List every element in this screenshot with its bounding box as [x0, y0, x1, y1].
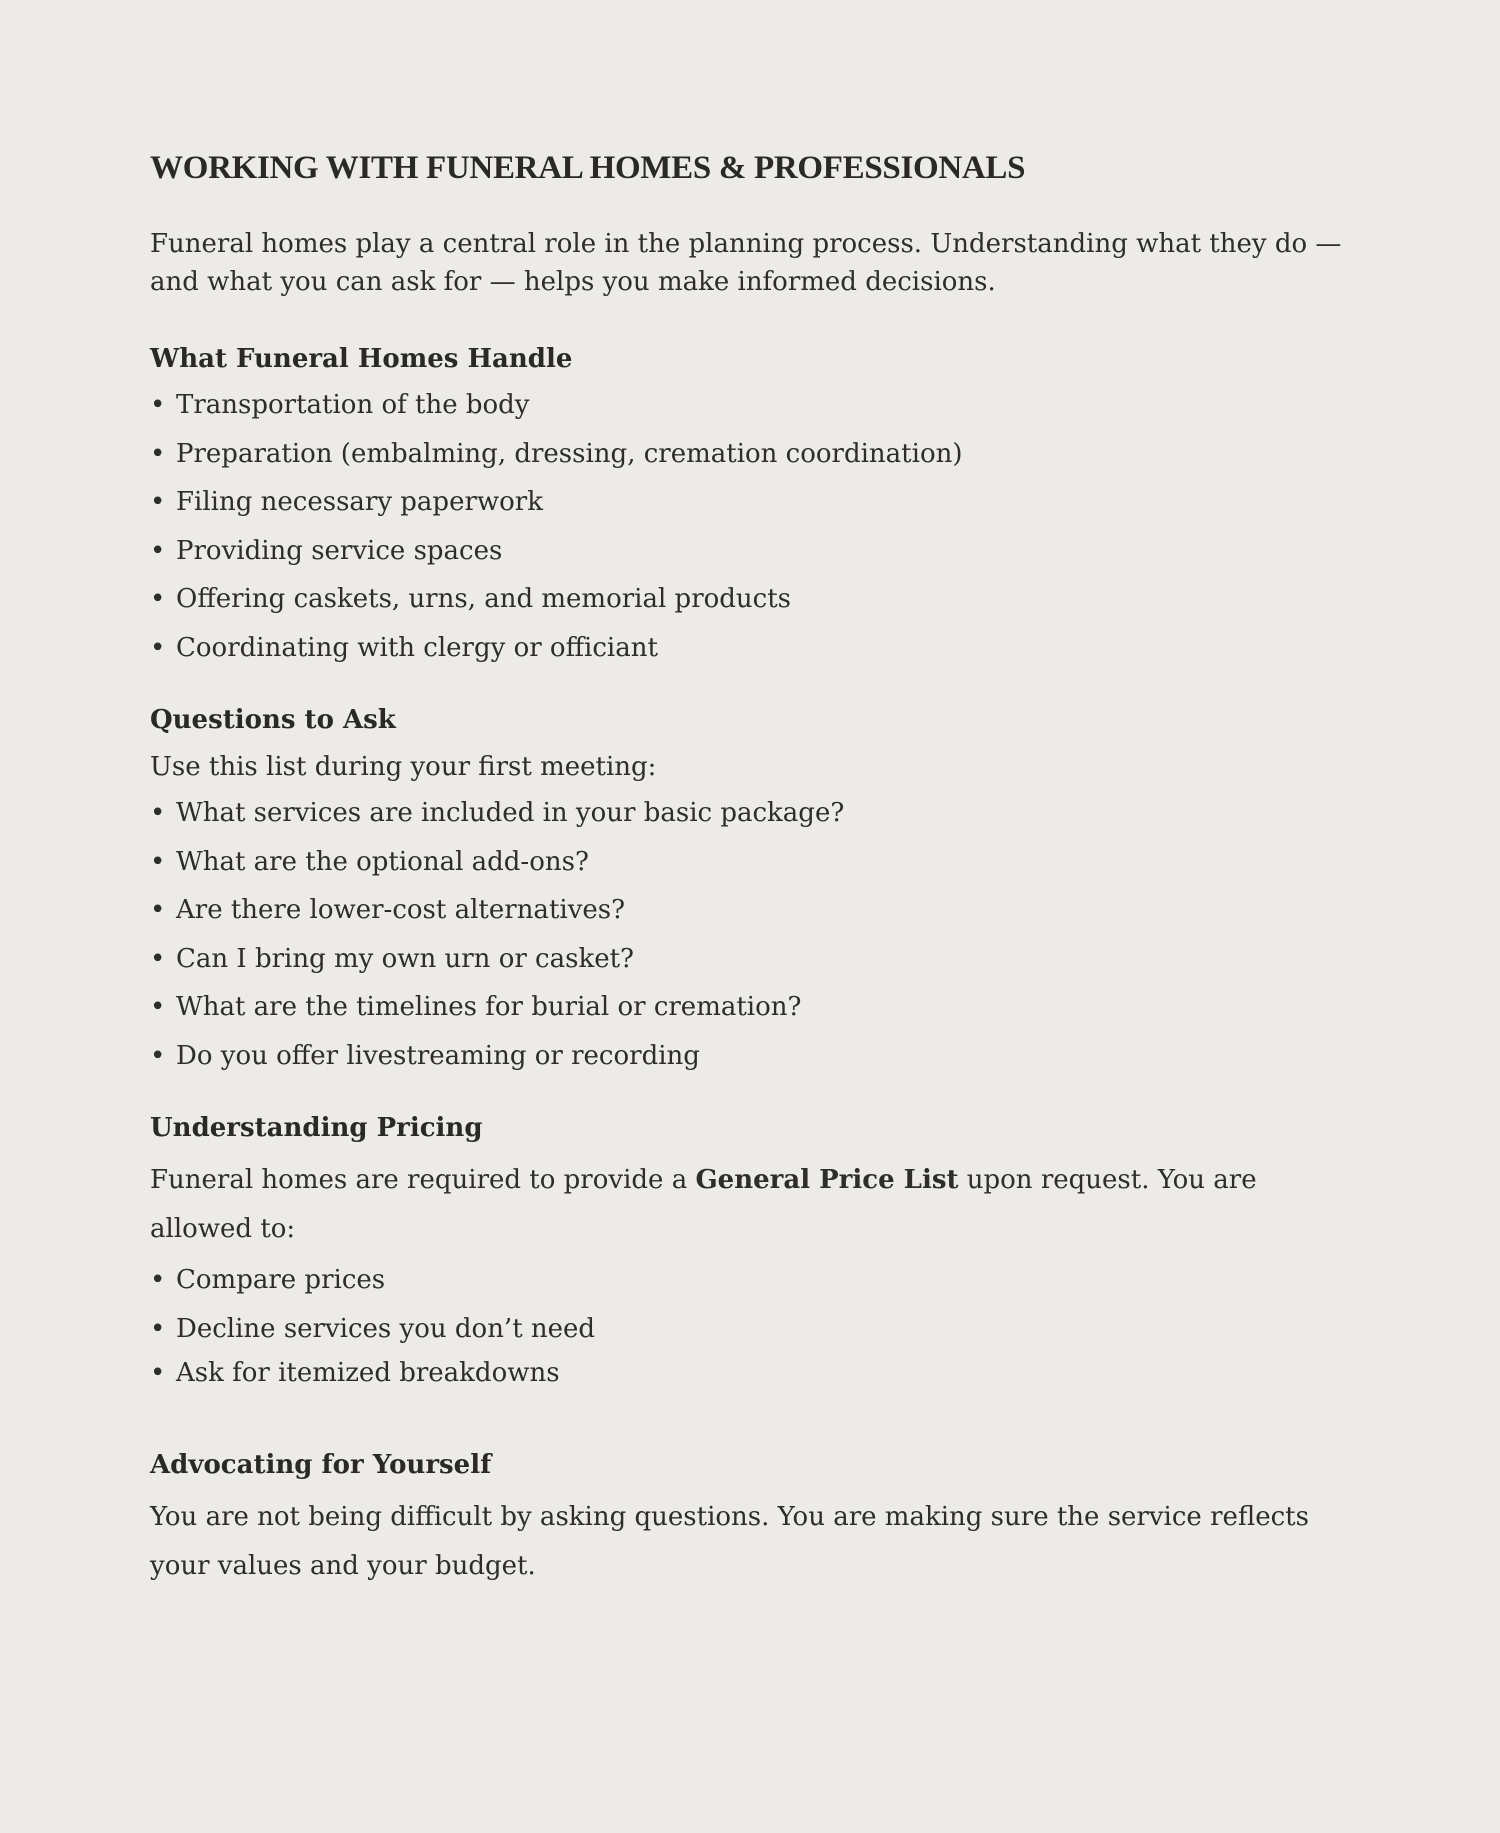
bullet-icon: • — [150, 1313, 166, 1344]
section-heading: Understanding Pricing — [150, 1112, 483, 1143]
list-item-text: Decline services you don’t need — [176, 1313, 596, 1344]
list-item — [150, 1355, 1350, 1391]
list-item — [150, 989, 1350, 1025]
list-item — [150, 436, 1350, 472]
section-heading: What Funeral Homes Handle — [150, 344, 573, 374]
section-body: You are not being difficult by asking questions. You are making sure the service reflects your values and your budget. — [150, 1501, 1309, 1581]
bullet-list — [150, 1262, 1350, 1391]
bullet-icon: • — [150, 992, 166, 1023]
list-item — [150, 484, 1350, 520]
general-price-list-term: General Price List — [695, 1164, 959, 1195]
list-item — [150, 941, 1350, 977]
bullet-icon: • — [150, 487, 166, 518]
list-item-text: Filing necessary paperwork — [176, 487, 543, 518]
section-what-funeral-homes-handle — [150, 339, 1350, 666]
list-item-text: What are the timelines for burial or cremation? — [176, 992, 802, 1023]
list-item — [150, 581, 1350, 617]
list-item-text: Coordinating with clergy or officiant — [176, 632, 658, 663]
section-questions-to-ask — [150, 700, 1350, 1074]
bullet-icon: • — [150, 1357, 166, 1388]
bullet-icon: • — [150, 390, 166, 420]
bullet-icon: • — [150, 943, 166, 974]
list-item — [150, 892, 1350, 928]
bullet-icon: • — [150, 895, 166, 926]
bullet-icon: • — [150, 535, 166, 566]
list-item-text: Ask for itemized breakdowns — [176, 1357, 560, 1388]
list-item — [150, 533, 1350, 569]
list-item-text: Providing service spaces — [176, 535, 503, 566]
bullet-icon: • — [150, 846, 166, 877]
list-item — [150, 1262, 1350, 1298]
section-lead: Use this list during your first meeting: — [150, 751, 657, 782]
list-item — [150, 1311, 1350, 1347]
section-heading: Advocating for Yourself — [150, 1449, 492, 1480]
list-item — [150, 1038, 1350, 1074]
list-item-text: What services are included in your basic package? — [176, 797, 845, 828]
bullet-icon: • — [150, 1040, 166, 1071]
list-item-text: What are the optional add-ons? — [176, 846, 589, 877]
list-item-text: Can I bring my own urn or casket? — [176, 943, 634, 974]
bullet-icon: • — [150, 438, 166, 469]
list-item-text: Compare prices — [176, 1264, 386, 1295]
list-item-text: Do you offer livestreaming or recording — [176, 1040, 700, 1071]
lead-text-start: Funeral homes are required to provide a — [150, 1164, 696, 1195]
section-heading: Questions to Ask — [150, 704, 396, 735]
bullet-icon: • — [150, 797, 166, 828]
section-lead — [150, 1156, 1350, 1254]
list-item — [150, 387, 1350, 423]
list-item — [150, 844, 1350, 880]
intro-paragraph: Funeral homes play a central role in the planning process. Understanding what they do — and what you can ask for — helps you make informed decisions. — [150, 229, 1342, 297]
list-item — [150, 630, 1350, 666]
bullet-icon: • — [150, 632, 166, 663]
list-item-text: Transportation of the body — [176, 390, 530, 420]
section-advocating-for-yourself — [150, 1445, 1350, 1591]
bullet-icon: • — [150, 584, 166, 615]
bullet-icon: • — [150, 1264, 166, 1295]
bullet-list — [150, 795, 1350, 1074]
list-item-text: Offering caskets, urns, and memorial products — [176, 584, 792, 615]
lead-text-end: upon request. You are allowed to: — [150, 1164, 1257, 1244]
list-item — [150, 795, 1350, 831]
section-understanding-pricing — [150, 1108, 1350, 1391]
page-title: WORKING WITH FUNERAL HOMES & PROFESSIONALS — [150, 150, 1026, 186]
list-item-text: Preparation (embalming, dressing, cremation coordination) — [176, 438, 963, 469]
bullet-list — [150, 387, 1350, 666]
list-item-text: Are there lower-cost alternatives? — [176, 895, 626, 926]
